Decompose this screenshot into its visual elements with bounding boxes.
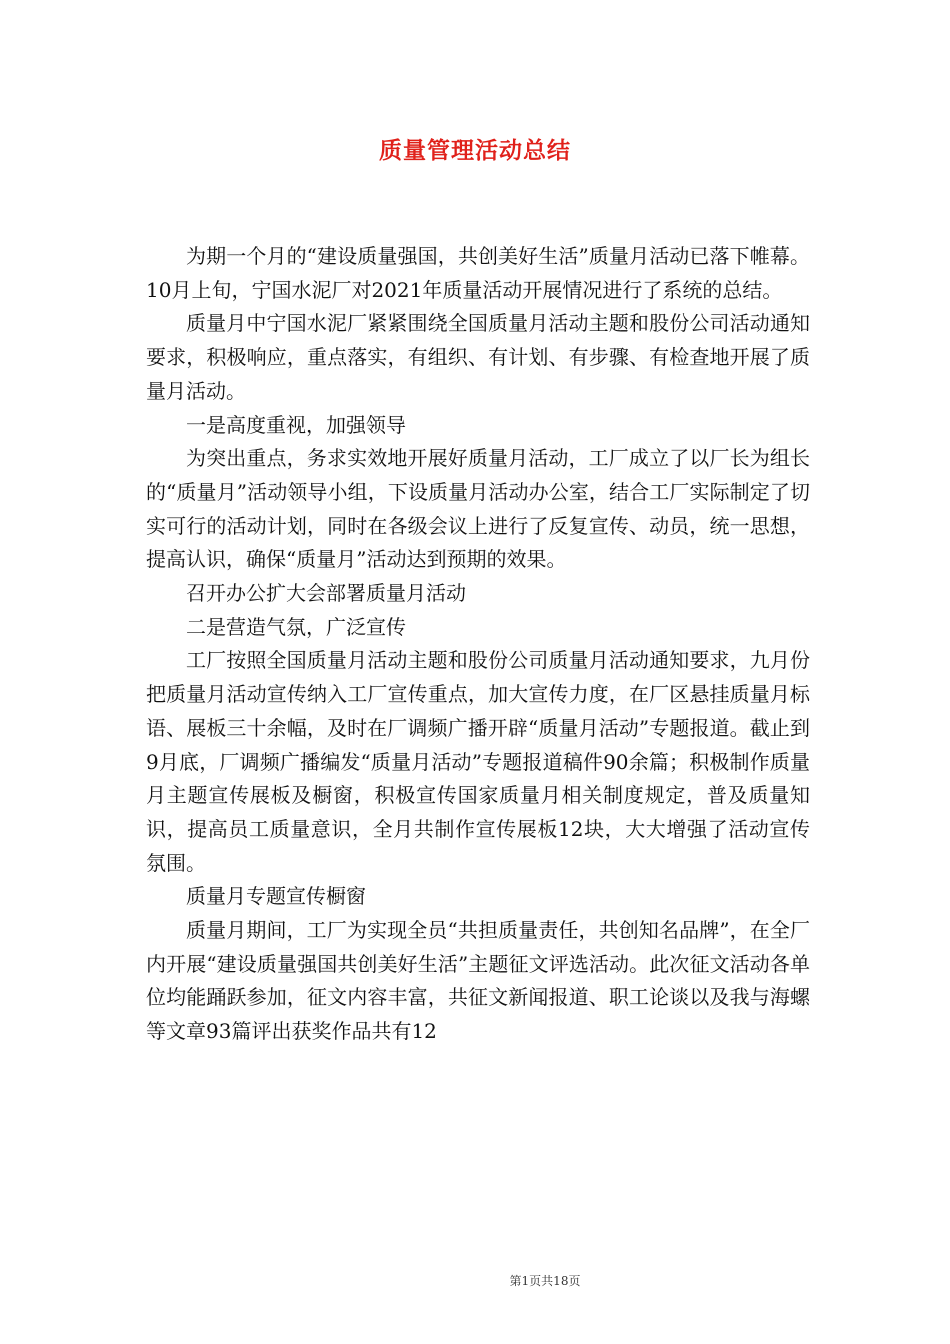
paragraph-leadership: 为突出重点，务求实效地开展好质量月活动，工厂成立了以厂长为组长的“质量月”活动领导小组，下设质量月活动办公室，结合工厂实际制定了切实可行的活动计划，同时在各级会议上进行了反复宣传、动员，统一思想，提高认识，确保“质量月”活动达到预期的效果。 xyxy=(146,446,810,572)
page-number-footer: 第1页共18页 xyxy=(509,1274,581,1288)
paragraph-essay-contest: 质量月期间，工厂为实现全员“共担质量责任，共创知名品牌”，在全厂内开展“建设质量强国共创美好生活”主题征文评选活动。此次征文活动各单位均能踊跃参加，征文内容丰富，共征文新闻报道、职工论谈以及我与海螺等文章93篇评出获奖作品共有12 xyxy=(146,918,810,1044)
section-heading-publicity: 二是营造气氛，广泛宣传 xyxy=(186,614,406,639)
paragraph-intro: 为期一个月的“建设质量强国，共创美好生活”质量月活动已落下帷幕。10月上旬，宁国水泥厂对2021年质量活动开展情况进行了系统的总结。 xyxy=(146,244,810,302)
caption-meeting: 召开办公扩大会部署质量月活动 xyxy=(186,581,466,606)
document-title: 质量管理活动总结 xyxy=(379,137,571,164)
document-body xyxy=(146,240,810,1049)
paragraph-overview: 质量月中宁国水泥厂紧紧围绕全国质量月活动主题和股份公司活动通知要求，积极响应，重点落实，有组织、有计划、有步骤、有检查地开展了质量月活动。 xyxy=(146,311,810,403)
section-heading-leadership: 一是高度重视，加强领导 xyxy=(186,412,406,437)
caption-showcase: 质量月专题宣传橱窗 xyxy=(186,884,366,909)
paragraph-publicity: 工厂按照全国质量月活动主题和股份公司质量月活动通知要求，九月份把质量月活动宣传纳入工厂宣传重点，加大宣传力度，在厂区悬挂质量月标语、展板三十余幅，及时在厂调频广播开辟“质量月活动”专题报道。截止到9月底，厂调频广播编发“质量月活动”专题报道稿件90余篇；积极制作质量月主题宣传展板及橱窗，积极宣传国家质量月相关制度规定，普及质量知识，提高员工质量意识，全月共制作宣传展板12块，大大增强了活动宣传氛围。 xyxy=(146,648,810,875)
